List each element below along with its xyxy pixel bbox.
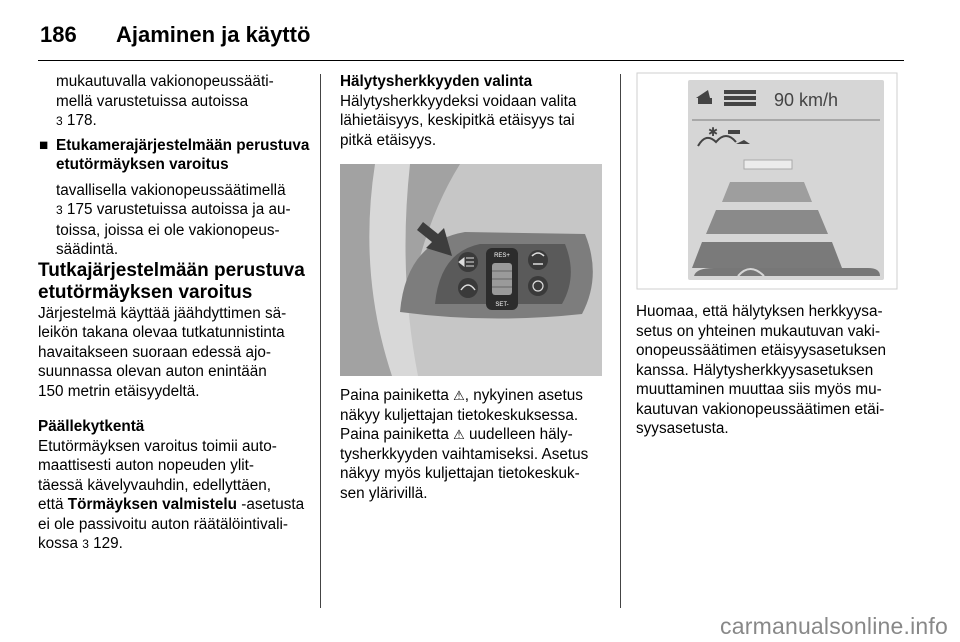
distance-bar-4: [692, 242, 842, 268]
car-icon: [698, 98, 712, 104]
text-line: toissa, joissa ei ole vakionopeus-: [56, 221, 280, 239]
text-line: Hälytysherkkyydeksi voidaan valita: [340, 92, 577, 110]
chapter-title: Ajaminen ja käyttö: [116, 22, 311, 47]
driver-display-figure: [636, 72, 898, 290]
text-run: Paina painiketta: [340, 387, 454, 404]
arrow-icon: 3: [56, 114, 63, 128]
bullet-item: [38, 136, 310, 175]
page-reference[interactable]: [38, 111, 310, 132]
column-divider-1: [320, 74, 321, 608]
steering-wheel-figure: [340, 164, 602, 376]
text-line: syysasetusta.: [636, 420, 729, 437]
text-run: Paina painiketta: [340, 426, 454, 443]
text-line: [38, 495, 310, 515]
svg-text:✱: ✱: [708, 125, 719, 139]
limiter-button: [528, 276, 548, 296]
text-run: uudelleen häly-: [464, 426, 573, 443]
text-line: Järjestelmä käyttää jäähdyttimen sä-: [38, 304, 287, 322]
text-line: Etutörmäyksen varoitus toimii auto-: [38, 437, 277, 455]
text-line: havaitakseen suoraan edessä ajo-: [38, 343, 272, 361]
column-divider-2: [620, 74, 621, 608]
set-label: SET-: [495, 302, 509, 308]
bullet-icon: ■: [39, 136, 49, 154]
cruise-button: [458, 278, 478, 298]
text-line: tavallisella vakionopeussäätimellä: [56, 181, 286, 199]
column-1: [38, 72, 310, 555]
text-line: [340, 425, 610, 445]
text-line: kanssa. Hälytysherkkyysasetuksen: [636, 361, 874, 379]
distance-bar-2: [722, 182, 812, 202]
watermark: carmanualsonline.info: [720, 613, 948, 639]
heading-line: Tutkajärjestelmään perustuva: [38, 259, 305, 281]
distance-icon: ⚠: [453, 388, 465, 403]
column-2: [340, 72, 610, 503]
text-line: maattisesti auton nopeuden ylit-: [38, 457, 254, 474]
bullet-title: Etukamerajärjestelmään perustuva: [56, 136, 310, 154]
text-line: lähietäisyys, keskipitkä etäisyys tai: [340, 112, 575, 129]
distance-bars-icon: [724, 90, 756, 94]
page-reference[interactable]: [38, 534, 310, 555]
res-label: RES+: [494, 253, 510, 259]
text-line: mukautuvalla vakionopeussääti-: [56, 73, 274, 90]
text-line: suunnassa olevan auton enintään: [38, 363, 267, 380]
text-line: näkyy kuljettajan tietokeskuksessa.: [340, 406, 579, 424]
header-rule: [38, 60, 904, 61]
text-line: sen ylärivillä.: [340, 484, 428, 502]
page-reference[interactable]: [38, 200, 310, 221]
text-line: pitkä etäisyys.: [340, 131, 437, 149]
text-run: , nykyinen asetus: [464, 387, 583, 404]
column-3: [636, 72, 904, 439]
distance-bar-3: [706, 210, 828, 234]
page-number: 186: [40, 22, 77, 47]
setting-name: Törmäyksen valmistelu: [67, 496, 237, 513]
text-line: kautuvan vakionopeussäätimen etäi-: [636, 400, 885, 418]
speed-readout: 90 km/h: [774, 90, 839, 110]
text-line: 150 metrin etäisyydeltä.: [38, 382, 200, 400]
text-line: mellä varustetuissa autoissa: [56, 92, 249, 110]
distance-bar-1: [744, 160, 792, 169]
text-run: kossa: [38, 535, 83, 552]
text-line: tysherkkyyden vaihtamiseksi. Asetus: [340, 445, 589, 463]
ref-text: 175 varustetuissa autoissa ja au-: [62, 201, 291, 218]
text-line: Huomaa, että hälytyksen herkkyysa-: [636, 303, 883, 320]
arrow-icon: 3: [82, 537, 89, 551]
text-run: että: [38, 496, 68, 513]
text-line: täessä kävelyvauhdin, edellyttäen,: [38, 476, 272, 494]
ref-text: 129.: [88, 535, 123, 552]
arrow-icon: 3: [56, 203, 63, 217]
text-line: leikön takana olevaa tutkatunnistinta: [38, 324, 285, 341]
own-car-hood: [694, 268, 880, 276]
text-line: ei ole passivoitu auton räätälöintivali-: [38, 515, 288, 533]
heading-line: etutörmäyksen varoitus: [38, 281, 253, 303]
subheading: Päällekytkentä: [38, 418, 145, 435]
text-line: näkyy myös kuljettajan tietokeskuk-: [340, 465, 580, 482]
ref-text: 178.: [62, 112, 97, 129]
text-run: -asetusta: [236, 496, 305, 513]
distance-icon: ⚠: [453, 427, 465, 442]
bullet-title: etutörmäyksen varoitus: [56, 156, 229, 173]
section-heading: [38, 260, 310, 304]
text-line: [340, 386, 610, 406]
text-line: säädintä.: [56, 241, 119, 258]
text-line: onopeussäätimen etäisyysasetuksen: [636, 342, 887, 359]
subheading: Hälytysherkkyyden valinta: [340, 73, 533, 90]
page-header: [40, 22, 310, 48]
text-line: setus on yhteinen mukautuvan vaki-: [636, 322, 881, 340]
text-line: muuttaminen muuttaa siis myös mu-: [636, 381, 882, 398]
